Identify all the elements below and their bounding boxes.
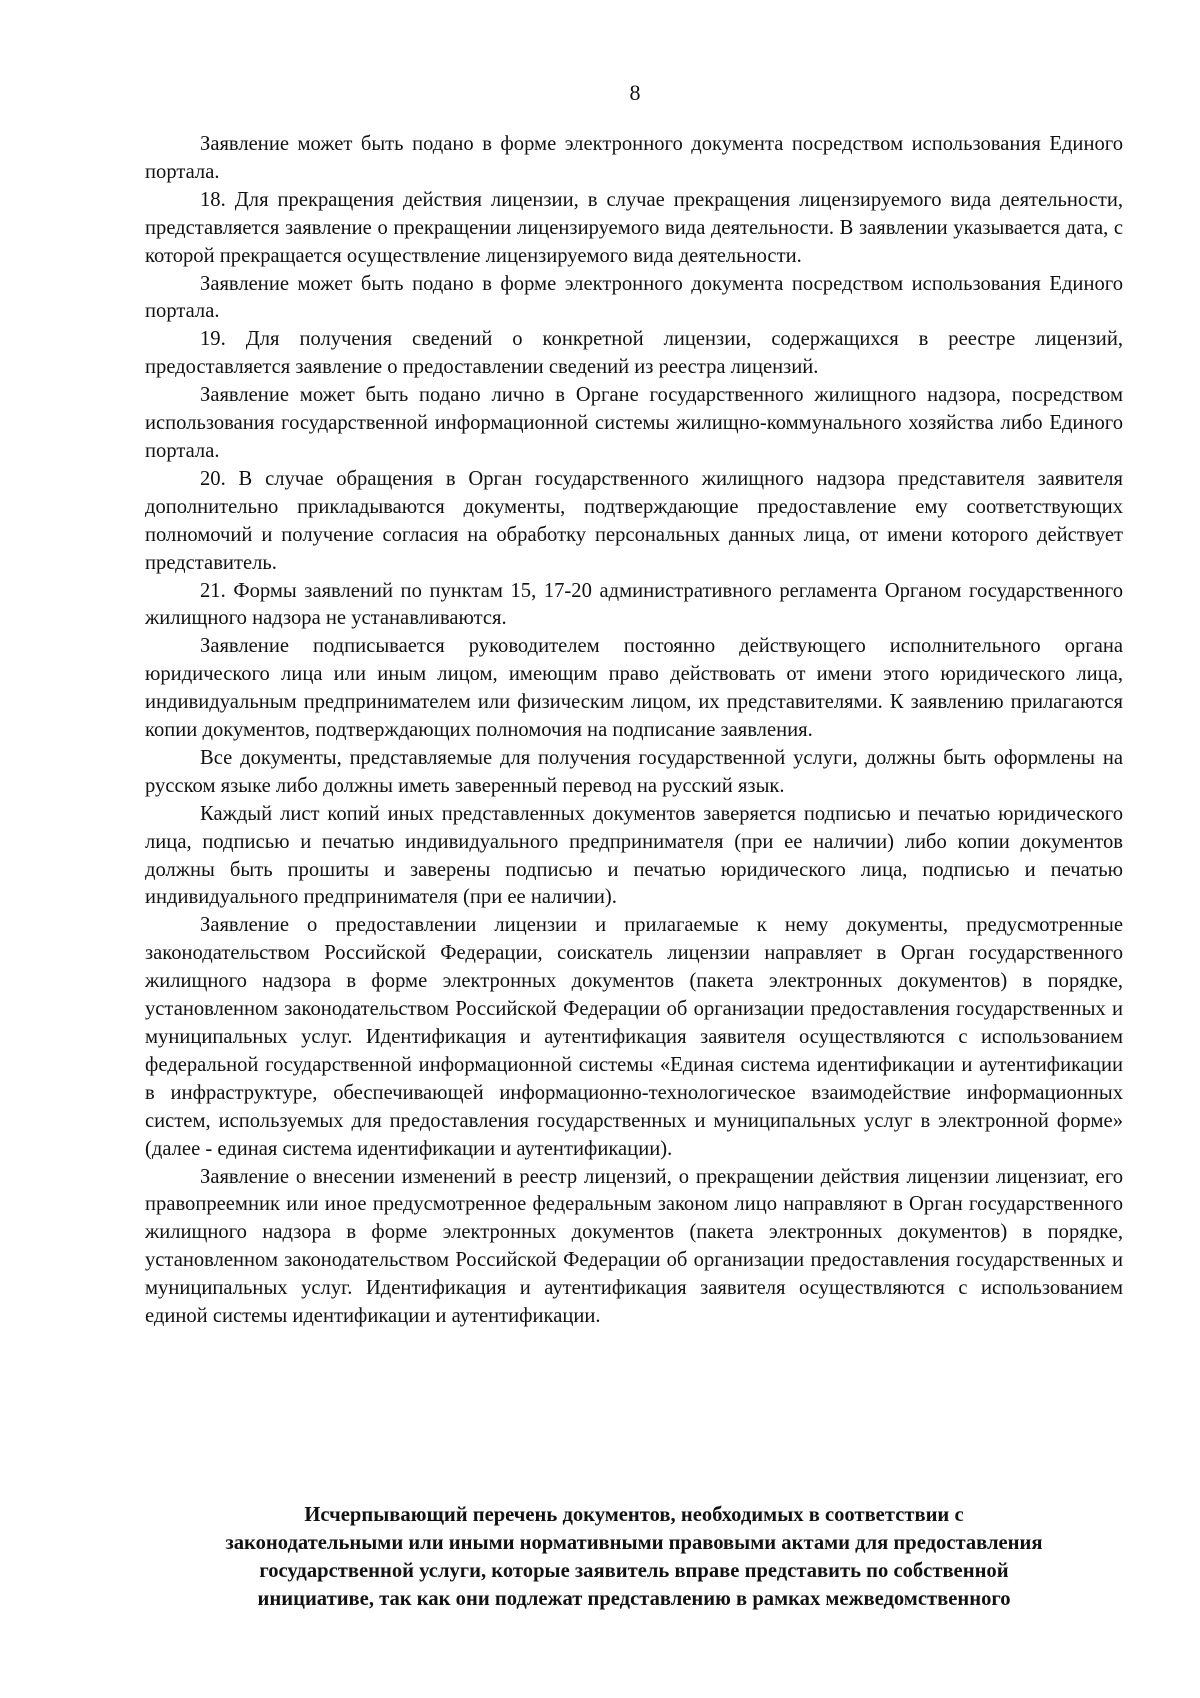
heading-line: законодательными или иными нормативными правовыми актами для предоставления xyxy=(225,1531,1043,1554)
paragraph: Заявление может быть подано в форме электронного документа посредством использования Единого портала. xyxy=(145,272,1123,323)
heading-line: инициативе, так как они подлежат представлению в рамках межведомственного xyxy=(257,1587,1011,1610)
section-heading xyxy=(145,1502,1123,1614)
paragraph: 21. Формы заявлений по пунктам 15, 17-20 административного регламента Органом государственного жилищного надзора не устанавливаются. xyxy=(145,579,1123,630)
paragraph: 18. Для прекращения действия лицензии, в случае прекращения лицензируемого вида деятельности, представляется заявление о прекращении лицензируемого вида деятельности. В заявлении указывается дата, с которой прекращается осуществление лицензируемого вида деятельности. xyxy=(145,188,1123,267)
paragraph: 20. В случае обращения в Орган государственного жилищного надзора представителя заявителя дополнительно прикладываются документы, подтверждающие предоставление ему соответствующих полномочий и получение согласия на обработку персональных данных лица, от имени которого действует представитель. xyxy=(145,467,1123,574)
paragraph: Заявление о предоставлении лицензии и прилагаемые к нему документы, предусмотренные законодательством Российской Федерации, соискатель лицензии направляет в Орган государственного жилищного надзора в форме электронных документов (пакета электронных документов) в порядке, установленном законодательством Российской Федерации об организации предоставления государственных и муниципальных услуг. Идентификация и аутентификация заявителя осуществляются с использованием федеральной государственной информационной системы «Единая система идентификации и аутентификации в инфраструктуре, обеспечивающей информационно-технологическое взаимодействие информационных систем, используемых для предоставления государственных и муниципальных услуг в электронной форме» (далее - единая система идентификации и аутентификации). xyxy=(145,914,1123,1160)
paragraph: Заявление подписывается руководителем постоянно действующего исполнительного органа юридического лица или иным лицом, имеющим право действовать от имени этого юридического лица, индивидуальным предпринимателем или физическим лицом, их представителями. К заявлению прилагаются копии документов, подтверждающих полномочия на подписание заявления. xyxy=(145,635,1123,742)
document-body xyxy=(145,131,1123,1331)
heading-line: Исчерпывающий перечень документов, необходимых в соответствии с xyxy=(304,1504,964,1526)
paragraph: Каждый лист копий иных представленных документов заверяется подписью и печатью юридического лица, подписью и печатью индивидуального предпринимателя (при ее наличии) либо копии документов должны быть прошиты и заверены подписью и печатью юридического лица, подписью и печатью индивидуального предпринимателя (при ее наличии). xyxy=(145,802,1123,909)
paragraph: 19. Для получения сведений о конкретной лицензии, содержащихся в реестре лицензий, предоставляется заявление о предоставлении сведений из реестра лицензий. xyxy=(145,328,1123,379)
paragraph: Заявление может быть подано лично в Органе государственного жилищного надзора, посредством использования государственной информационной системы жилищно-коммунального хозяйства либо Единого портала. xyxy=(145,384,1123,462)
paragraph: Все документы, представляемые для получения государственной услуги, должны быть оформлены на русском языке либо должны иметь заверенный перевод на русский язык. xyxy=(145,746,1123,797)
paragraph: Заявление может быть подано в форме электронного документа посредством использования Единого портала. xyxy=(145,133,1123,183)
heading-line: государственной услуги, которые заявитель вправе представить по собственной xyxy=(259,1559,1009,1582)
paragraph: Заявление о внесении изменений в реестр лицензий, о прекращении действия лицензии лицензиат, его правопреемник или иное предусмотренное федеральным законом лицо направляют в Орган государственного жилищного надзора в форме электронных документов (пакета электронных документов) в порядке, установленном законодательством Российской Федерации об организации предоставления государственных и муниципальных услуг. Идентификация и аутентификация заявителя осуществляются с использованием единой системы идентификации и аутентификации. xyxy=(145,1165,1123,1328)
page-number: 8 xyxy=(629,80,641,105)
